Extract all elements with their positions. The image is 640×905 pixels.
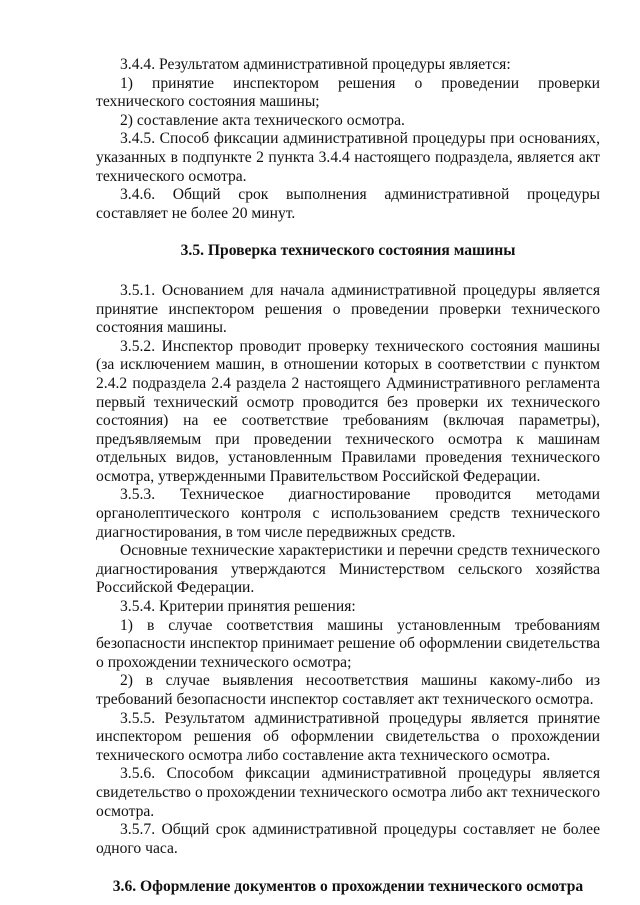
- section-heading-3-5: 3.5. Проверка технического состояния машины: [180, 242, 516, 260]
- paragraph-3-5-3: 3.5.3. Техническое диагностирование проводится методами органолептического контроля с использованием средств технического диагностирования, в том числе передвижных средств.: [96, 486, 600, 541]
- section-heading-3-6: 3.6. Оформление документов о прохождении технического осмотра: [112, 878, 584, 896]
- list-item-criteria-2: 2) в случае выявления несоответствия машины какому-либо из требований безопасности инспектор составляет акт технического осмотра.: [96, 672, 600, 708]
- paragraph-3-4-5: 3.4.5. Способ фиксации административной процедуры при основаниях, указанных в подпункте 2 пункта 3.4.4 настоящего подраздела, является акт технического осмотра.: [96, 130, 600, 185]
- list-item-criteria-1: 1) в случае соответствия машины установленным требованиям безопасности инспектор принимает решение об оформлении свидетельства о прохождении технического осмотра;: [96, 616, 600, 671]
- document-page: [96, 56, 600, 897]
- paragraph-3-5-6: 3.5.6. Способом фиксации административной процедуры является свидетельство о прохождении технического осмотра либо акт технического осмотра.: [96, 765, 600, 820]
- paragraph-3-5-7: 3.5.7. Общий срок административной процедуры составляет не более одного часа.: [96, 821, 600, 857]
- paragraph-3-5-2: 3.5.2. Инспектор проводит проверку технического состояния машины (за исключением машин, в отношении которых в соответствии с пунктом 2.4.2 подраздела 2.4 раздела 2 настоящего Административного регламента первый технический осмотр проводится без проверки их технического состояния) на ее соответствие требованиям (включая параметры), предъявляемым при проведении технического осмотра к машинам отдельных видов, установленным Правилами проведения технического осмотра, утвержденными Правительством Российской Федерации.: [96, 337, 600, 485]
- list-item-1: 1) принятие инспектором решения о проведении проверки технического состояния машины;: [96, 74, 600, 111]
- paragraph-3-5-1: 3.5.1. Основанием для начала административной процедуры является принятие инспектором решения о проведении проверки технического состояния машины.: [96, 281, 600, 337]
- list-item-2: 2) составление акта технического осмотра.: [120, 111, 405, 129]
- paragraph-3-5-5: 3.5.5. Результатом административной процедуры является принятие инспектором решения об оформлении свидетельства о прохождении технического осмотра либо составление акта технического осмотра.: [96, 709, 600, 764]
- paragraph-3-5-4: 3.5.4. Критерии принятия решения:: [120, 598, 356, 616]
- paragraph-characteristics: Основные технические характеристики и перечни средств технического диагностирования утверждаются Министерством сельского хозяйства Российской Федерации.: [96, 542, 600, 597]
- paragraph-3-4-4: 3.4.4. Результатом административной процедуры является:: [120, 56, 511, 73]
- paragraph-3-4-6: 3.4.6. Общий срок выполнения административной процедуры составляет не более 20 минут.: [96, 186, 600, 222]
